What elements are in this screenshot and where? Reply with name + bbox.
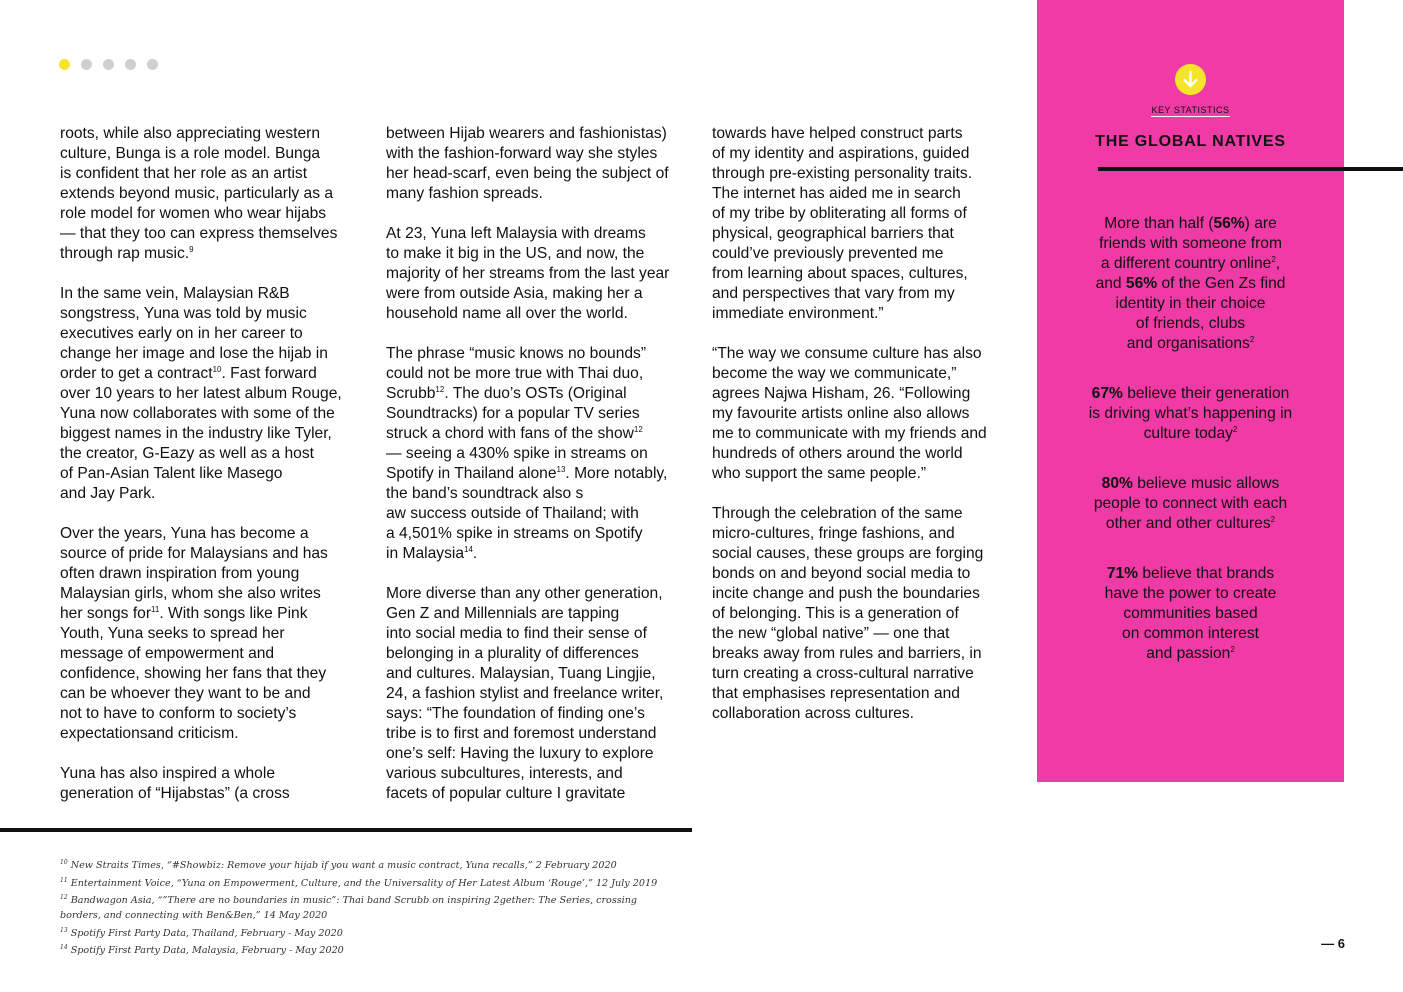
paragraph: The phrase “music knows no bounds” could not be more true with Thai duo, Scrubb$^{12}$. The duo’s OSTs (Original Soundtracks) for a popular TV series struck a chord with fans of the show$^{12}$ — seeing a 430% spike in streams on Spotify in Thailand alone$^{13}$. More notably, the band’s soundtrack also s aw success outside of Thailand; with a 4,501% spike in streams on Spotify in Malaysia$^{14}$. <box>386 345 668 562</box>
footnote-ref: 9 <box>189 244 194 254</box>
footnote-ref: 12 <box>435 384 445 394</box>
arrow-down-icon[interactable] <box>1175 64 1206 95</box>
paragraph: In the same vein, Malaysian R&B songstress, Yuna was told by music executives early on in her career to change her image and lose the hijab in order to get a contract$^{10}$. Fast forward over 10 years to her latest album Rouge, Yuna now collaborates with some of the biggest names in the industry like Tyler, the creator, G-Eazy as well as a host of Pan-Asian Talent like Masego and Jay Park. <box>60 285 342 502</box>
footnotes <box>60 856 700 959</box>
page-number: — 6 <box>1321 936 1345 951</box>
footnote: $^{10}$ New Straits Times, “#Showbiz: Remove your hijab if you want a music contract, Yuna recalls,” 2 February 2020 <box>60 859 617 872</box>
article-column-2 <box>386 124 698 824</box>
stat-block: More than half (56%) are friends with someone from a different country online$^2$, and 56% of the Gen Zs find identity in their choice of friends, clubs and organisations$^2$ <box>1095 215 1286 352</box>
footnote-ref: 2 <box>1249 334 1255 344</box>
footnote: $^{14}$ Spotify First Party Data, Malaysia, February - May 2020 <box>60 944 344 957</box>
stat-block: 71% believe that brands have the power to create communities based on common interest and passion$^2$ <box>1104 565 1277 662</box>
paragraph: At 23, Yuna left Malaysia with dreams to make it big in the US, and now, the majority of her streams from the last year were from outside Asia, making her a household name all over the world. <box>386 225 670 322</box>
panel-title: THE GLOBAL NATIVES <box>1095 133 1286 150</box>
footnote-ref: 2 <box>1271 254 1276 264</box>
stat-highlight: 67% <box>1091 385 1123 402</box>
stat-block: 80% believe music allows people to connect with each other and other cultures$^2$ <box>1093 475 1288 532</box>
title-divider <box>1098 167 1403 171</box>
paragraph: Through the celebration of the same micro-cultures, fringe fashions, and social causes, these groups are forging bonds on and beyond social media to incite change and push the boundaries of belonging. This is a generation of the new “global native” — one that breaks away from rules and barriers, in turn creating a cross-cultural narrative that emphasises representation and collaboration across cultures. <box>712 505 984 722</box>
page-dot[interactable] <box>147 59 158 70</box>
footnote-ref: 11 <box>151 604 160 614</box>
article-column-3 <box>712 124 1024 744</box>
paragraph: between Hijab wearers and fashionistas) with the fashion-forward way she styles her head-scarf, even being the subject of many fashion spreads. <box>386 125 669 202</box>
stat-highlight: 56% <box>1213 215 1245 232</box>
footnote: $^{11}$ Entertainment Voice, “Yuna on Empowerment, Culture, and the Universality of Her Latest Album ‘Rouge’,” 12 July 2019 <box>60 876 658 889</box>
key-statistics-label: KEY STATISTICS <box>1151 105 1230 115</box>
footnote-ref: 2 <box>1270 514 1276 524</box>
page-indicator <box>59 59 158 70</box>
page-dot[interactable] <box>59 59 70 70</box>
page-dot[interactable] <box>125 59 136 70</box>
article-column-1 <box>60 124 372 824</box>
footnote-ref: 13 <box>556 464 566 474</box>
footnote: $^{12}$ Bandwagon Asia, “”There are no boundaries in music”: Thai band Scrubb on inspiring 2gether: The Series, crossing borders, and connecting with Ben&Ben,” 14 May 2020 <box>60 894 638 922</box>
footnote-divider <box>0 828 692 832</box>
paragraph: “The way we consume culture has also become the way we communicate,” agrees Najwa Hisham, 26. “Following my favourite artists online also allows me to communicate with my friends and hundreds of others around the world who support the same people.” <box>712 345 987 482</box>
footnote-ref: 10 <box>212 364 222 374</box>
footnote-ref: 2 <box>1232 424 1238 434</box>
paragraph: towards have helped construct parts of my identity and aspirations, guided through pre-existing personality traits. The internet has aided me in search of my tribe by obliterating all forms of physical, geographical barriers that could’ve previously prevented me from learning about spaces, cultures, and perspectives that vary from my immediate environment.” <box>712 125 973 322</box>
paragraph: Yuna has also inspired a whole generation of “Hijabstas” (a cross <box>60 765 290 802</box>
page-dot[interactable] <box>103 59 114 70</box>
stat-highlight: 71% <box>1106 565 1139 582</box>
footnote-ref: 2 <box>1230 644 1235 654</box>
stat-highlight: 80% <box>1101 475 1133 492</box>
page-dot[interactable] <box>81 59 92 70</box>
stat-highlight: 56% <box>1125 275 1158 292</box>
stat-block: 67% believe their generation is driving what’s happening in culture today$^2$ <box>1088 385 1293 442</box>
paragraph: roots, while also appreciating western culture, Bunga is a role model. Bunga is confident that her role as an artist extends beyond music, particularly as a role model for women who wear hijabs — that they too can express themselves through rap music.$^9$ <box>60 125 338 262</box>
footnote: $^{13}$ Spotify First Party Data, Thailand, February - May 2020 <box>60 926 343 939</box>
footnote-ref: 12 <box>633 424 643 434</box>
footnote-ref: 14 <box>464 544 473 554</box>
paragraph: Over the years, Yuna has become a source of pride for Malaysians and has often drawn inspiration from young Malaysian girls, whom she also writes her songs for$^{11}$. With songs like Pink Youth, Yuna seeks to spread her message of empowerment and confidence, showing her fans that they can be whoever they want to be and not to have to conform to society’s expectationsand criticism. <box>60 525 328 742</box>
paragraph: More diverse than any other generation, Gen Z and Millennials are tapping into social media to find their sense of belonging in a plurality of differences and cultures. Malaysian, Tuang Lingjie, 24, a fashion stylist and freelance writer, says: “The foundation of finding one’s tribe is to first and foremost understand one’s self: Having the luxury to explore various subcultures, interests, and facets of popular culture I gravitate <box>386 585 664 802</box>
